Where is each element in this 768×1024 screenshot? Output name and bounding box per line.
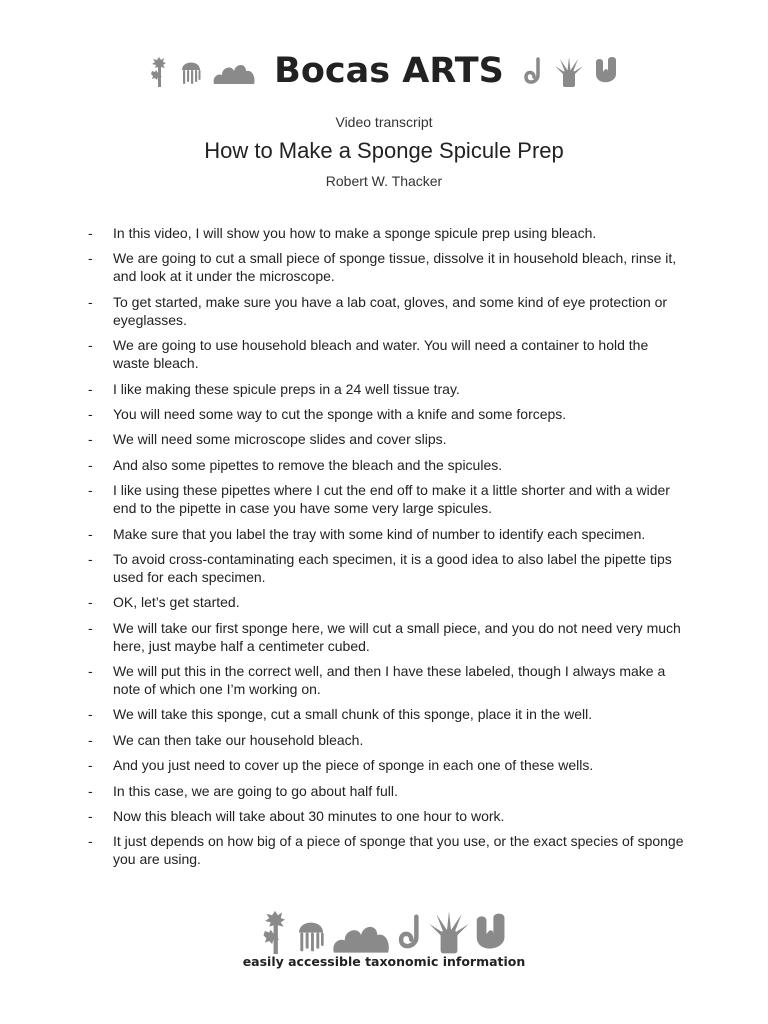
transcript-line: - OK, let’s get started. xyxy=(88,593,688,611)
transcript-line: - I like making these spicule preps in a 24 well tissue tray. xyxy=(88,380,688,398)
transcript-list xyxy=(88,224,688,876)
header-left-icons xyxy=(148,55,256,87)
transcript-line: - We will need some microscope slides and cover slips. xyxy=(88,430,688,448)
brand-wordmark: Bocas ARTS xyxy=(274,50,504,91)
tube-sponge-icon xyxy=(594,56,620,86)
transcript-line: - And also some pipettes to remove the bleach and the spicules. xyxy=(88,456,688,474)
transcript-line: - We are going to use household bleach and water. You will need a container to hold the waste bleach. xyxy=(88,336,688,372)
footer xyxy=(0,908,768,969)
transcript-line: - We will take our first sponge here, we will cut a small piece, and you do not need very much here, just maybe half a centimeter cubed. xyxy=(88,619,688,655)
worm-icon xyxy=(522,55,544,87)
transcript-line: - I like using these pipettes where I cut the end off to make it a little shorter and with a wider end to the pipette in case you have some very large spicules. xyxy=(88,481,688,517)
anemone-icon xyxy=(428,908,470,954)
worm-icon xyxy=(396,910,424,954)
tube-sponge-icon xyxy=(474,912,510,954)
jellyfish-icon xyxy=(180,56,202,86)
transcript-line: - Now this bleach will take about 30 minutes to one hour to work. xyxy=(88,807,688,825)
transcript-line: - And you just need to cover up the piece of sponge in each one of these wells. xyxy=(88,756,688,774)
header-right-icons xyxy=(522,55,620,87)
footer-icons xyxy=(258,908,510,954)
document-type-label: Video transcript xyxy=(335,114,433,130)
anemone-icon xyxy=(554,55,584,87)
transcript-line: - We are going to cut a small piece of sponge tissue, dissolve it in household bleach, rinse it, and look at it under the microscope. xyxy=(88,249,688,285)
transcript-line: - In this video, I will show you how to make a sponge spicule prep using bleach. xyxy=(88,224,688,242)
jellyfish-icon xyxy=(296,914,326,954)
transcript-line: - To get started, make sure you have a lab coat, gloves, and some kind of eye protection or eyeglasses. xyxy=(88,293,688,329)
header xyxy=(0,48,768,94)
coral-icon xyxy=(148,55,170,87)
transcript-line: - In this case, we are going to go about half full. xyxy=(88,782,688,800)
transcript-line: - We can then take our household bleach. xyxy=(88,731,688,749)
document-author: Robert W. Thacker xyxy=(325,173,443,189)
document-title: How to Make a Sponge Spicule Prep xyxy=(204,138,564,163)
transcript-line: - Make sure that you label the tray with some kind of number to identify each specimen. xyxy=(88,525,688,543)
sponge-cloud-icon xyxy=(212,57,256,85)
transcript-line: - We will take this sponge, cut a small chunk of this sponge, place it in the well. xyxy=(88,705,688,723)
transcript-line: - It just depends on how big of a piece of sponge that you use, or the exact species of sponge you are using. xyxy=(88,832,688,868)
footer-tagline: easily accessible taxonomic information xyxy=(242,954,526,969)
transcript-line: - To avoid cross-contaminating each specimen, it is a good idea to also label the pipette tips used for each specimen. xyxy=(88,550,688,586)
coral-icon xyxy=(258,908,292,954)
transcript-line: - You will need some way to cut the sponge with a knife and some forceps. xyxy=(88,405,688,423)
sponge-cloud-icon xyxy=(330,916,392,954)
transcript-line: - We will put this in the correct well, and then I have these labeled, though I always make a note of which one I’m working on. xyxy=(88,662,688,698)
